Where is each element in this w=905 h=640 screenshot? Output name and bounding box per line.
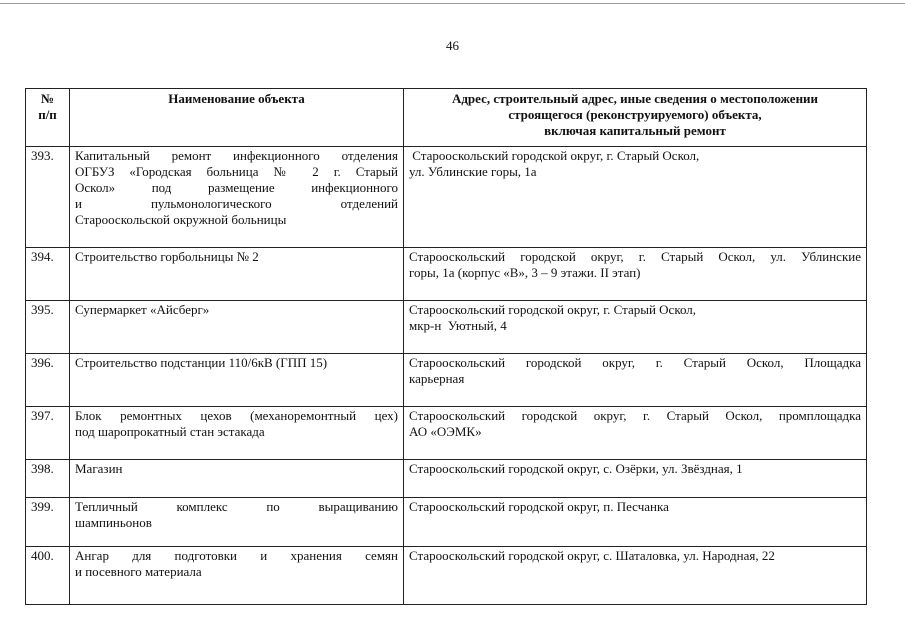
row-number: 396. <box>26 354 70 407</box>
row-number: 399. <box>26 498 70 547</box>
page-number: 46 <box>446 38 459 53</box>
objects-table <box>25 88 867 605</box>
table-row <box>26 547 867 605</box>
object-address: Старооскольский городской округ, п. Песчанка <box>404 498 867 547</box>
row-number: 394. <box>26 248 70 301</box>
top-border-line <box>0 3 905 4</box>
table-row <box>26 460 867 498</box>
header-address: Адрес, строительный адрес, иные сведения о местоположении строящегося (реконструируемого) объекта, включая капитальный ремонт <box>404 89 867 147</box>
object-address: Старооскольский городской округ, г. Старый Оскол, промплощадка АО «ОЭМК» <box>404 407 867 460</box>
object-name: Ангар для подготовки и хранения семян и посевного материала <box>70 547 404 605</box>
object-name: Тепличный комплекс по выращиванию шампиньонов <box>70 498 404 547</box>
object-address: Старооскольский городской округ, г. Старый Оскол, ул. Ублинские горы, 1а (корпус «В», 3 – 9 этажи. II этап) <box>404 248 867 301</box>
object-name: Строительство горбольницы № 2 <box>70 248 404 301</box>
object-name: Супермаркет «Айсберг» <box>70 301 404 354</box>
table-header-row <box>26 89 867 147</box>
object-address: Старооскольский городской округ, г. Старый Оскол, мкр-н Уютный, 4 <box>404 301 867 354</box>
object-name: Блок ремонтных цехов (механоремонтный цех) под шаропрокатный стан эстакада <box>70 407 404 460</box>
object-name: Капитальный ремонт инфекционного отделения ОГБУЗ «Городская больница № 2 г. Старый Оскол» под размещение инфекционного и пульмонологического отделений Старооскольской окружной больницы <box>70 147 404 248</box>
header-name: Наименование объекта <box>70 89 404 147</box>
table-row <box>26 248 867 301</box>
row-number: 400. <box>26 547 70 605</box>
row-number: 397. <box>26 407 70 460</box>
table-row <box>26 354 867 407</box>
row-number: 398. <box>26 460 70 498</box>
object-address: Старооскольский городской округ, с. Шаталовка, ул. Народная, 22 <box>404 547 867 605</box>
table-row <box>26 407 867 460</box>
header-num: № п/п <box>26 89 70 147</box>
table-row <box>26 301 867 354</box>
object-name: Магазин <box>70 460 404 498</box>
table-row <box>26 147 867 248</box>
table-row <box>26 498 867 547</box>
object-address: Старооскольский городской округ, с. Озёрки, ул. Звёздная, 1 <box>404 460 867 498</box>
object-name: Строительство подстанции 110/6кВ (ГПП 15) <box>70 354 404 407</box>
row-number: 393. <box>26 147 70 248</box>
object-address: Старооскольский городской округ, г. Старый Оскол, Площадка карьерная <box>404 354 867 407</box>
row-number: 395. <box>26 301 70 354</box>
object-address: Старооскольский городской округ, г. Старый Оскол, ул. Ублинские горы, 1а <box>404 147 867 248</box>
